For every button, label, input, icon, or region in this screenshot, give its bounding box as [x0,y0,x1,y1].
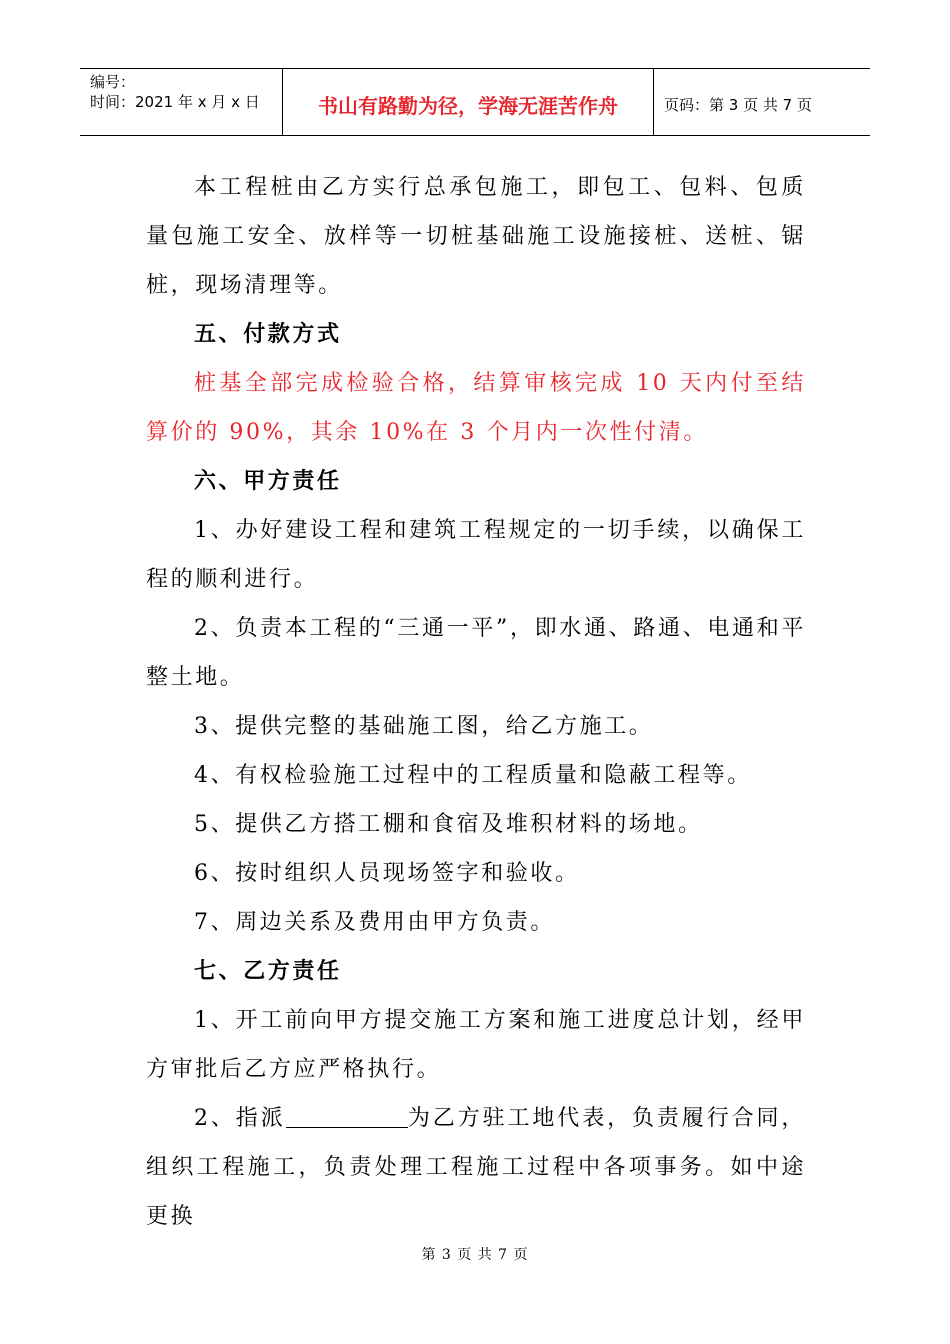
party-a-item-4: 4、有权检验施工过程中的工程质量和隐蔽工程等。 [194,763,752,788]
party-a-item-1: 1、办好建设工程和建筑工程规定的一切手续，以确保工程的顺利进行。 [146,518,806,592]
header-meta [80,69,283,135]
document-number-label: 编号： [90,73,136,91]
document-body [146,163,806,1241]
section-heading-party-a: 六、甲方责任 [194,468,342,494]
scope-paragraph: 本工程桩由乙方实行总承包施工，即包工、包料、包质量包施工安全、放样等一切桩基础施工设施接桩、送桩、锯桩，现场清理等。 [146,175,806,298]
section-heading-payment: 五、付款方式 [194,321,342,347]
header-motto: 书山有路勤为径，学海无涯苦作舟 [283,69,654,135]
section-heading-party-b: 七、乙方责任 [194,958,342,984]
party-a-item-6: 6、按时组织人员现场签字和验收。 [194,861,580,886]
party-a-item-5: 5、提供乙方搭工棚和食宿及堆积材料的场地。 [194,812,703,837]
party-b-item-2-suffix: 为乙方驻工地代表，负责履行合同，组织工程施工，负责处理工程施工过程中各项事务。如中途更换 [146,1106,806,1229]
page-footer: 第 3 页 共 7 页 [421,1247,529,1263]
party-a-item-3: 3、提供完整的基础施工图，给乙方施工。 [194,714,654,739]
party-a-item-2: 2、负责本工程的“三通一平”，即水通、路通、电通和平整土地。 [146,616,806,690]
document-date: 时间：2021 年 x 月 x 日 [90,93,260,111]
party-a-item-7: 7、周边关系及费用由甲方负责。 [194,910,555,935]
representative-blank-field [286,1105,408,1128]
page-header [80,68,870,136]
party-b-item-2-prefix: 2、指派 [194,1106,286,1131]
header-page-info: 页码：第 3 页 共 7 页 [664,95,812,114]
party-b-item-1: 1、开工前向甲方提交施工方案和施工进度总计划，经甲方审批后乙方应严格执行。 [146,1008,806,1082]
party-b-item-2 [146,1094,806,1241]
payment-paragraph: 桩基全部完成检验合格，结算审核完成 10 天内付至结算价的 90%，其余 10%在 3 个月内一次性付清。 [146,371,806,445]
